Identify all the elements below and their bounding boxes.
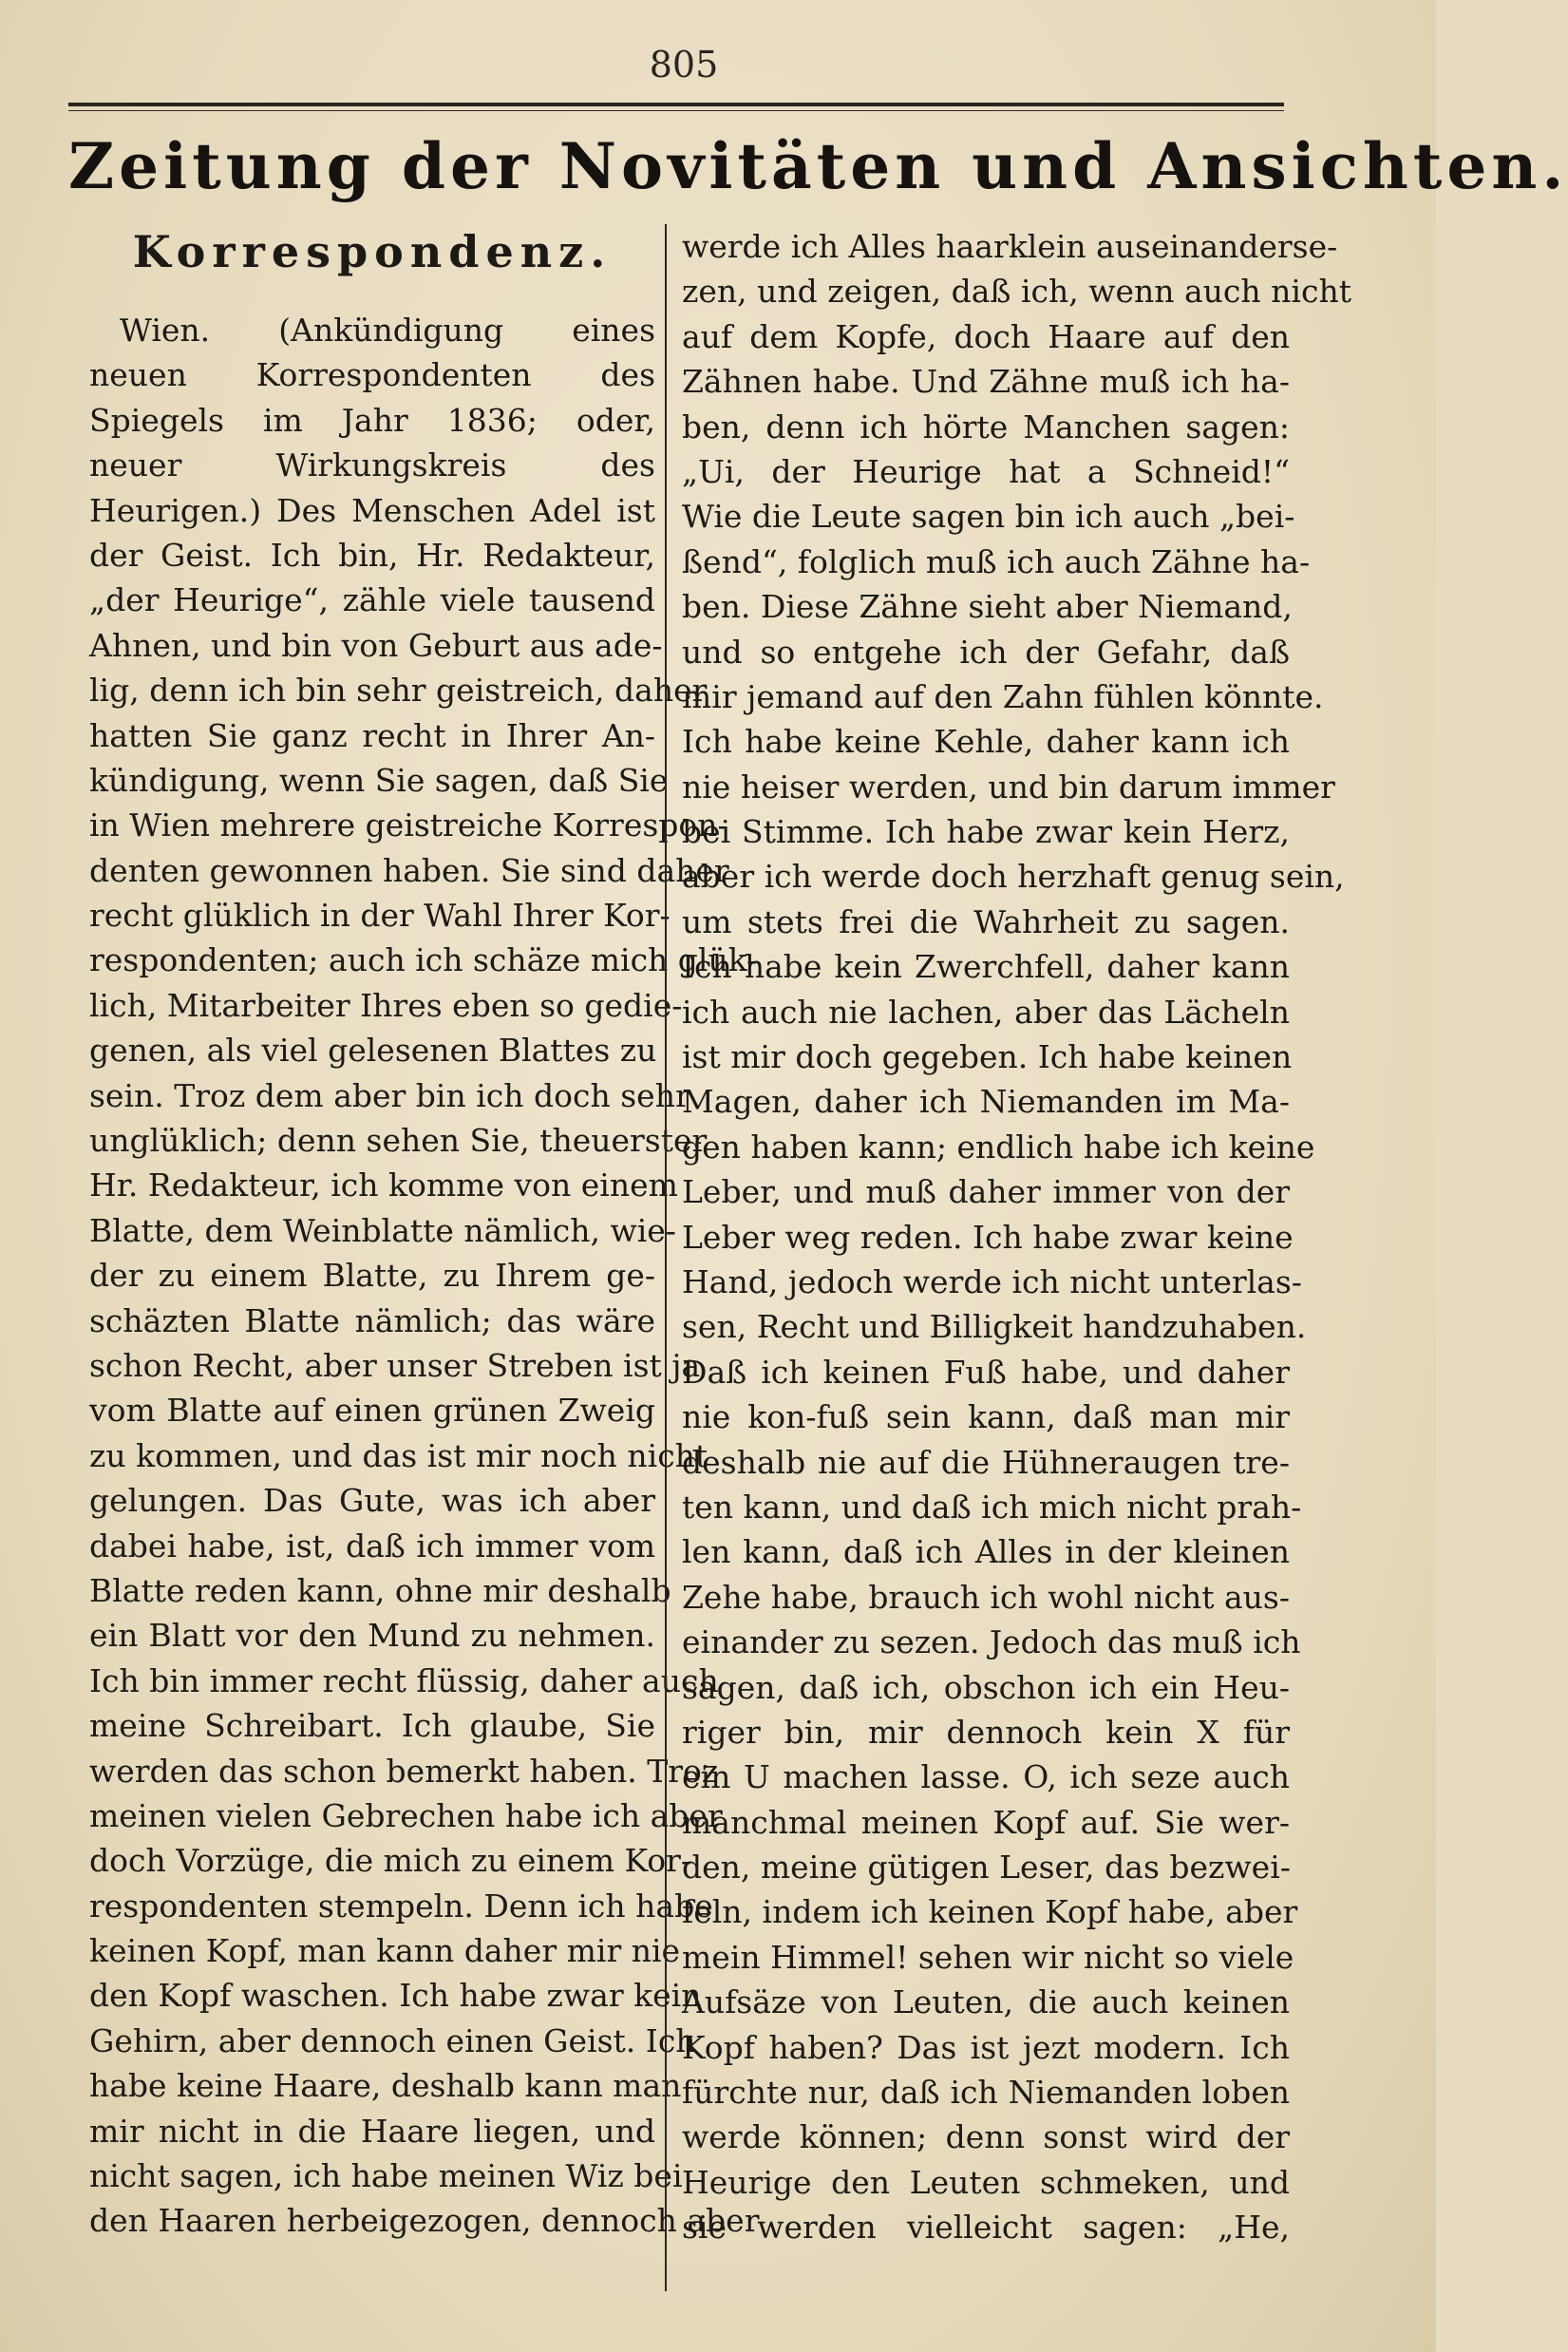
text-line: den Kopf waschen. Ich habe zwar kein	[89, 1977, 702, 2015]
text-line: Heurigen.) Des Menschen Adel ist	[89, 491, 655, 529]
text-line: ten kann, und daß ich mich nicht prah-	[682, 1488, 1302, 1526]
text-line: lig, denn ich bin sehr geistreich, daher	[89, 672, 708, 710]
text-line: meinen vielen Gebrechen habe ich aber	[89, 1796, 723, 1834]
text-line: werde ich Alles haarklein auseinanderse-	[682, 228, 1338, 265]
text-line: Ich habe keine Kehle, daher kann ich	[682, 723, 1290, 761]
right-column-text	[682, 224, 1351, 2250]
masthead-title: Zeitung der Novitäten und Ansichten.	[68, 129, 1568, 203]
text-line: Leber, und muß daher immer von der	[682, 1173, 1290, 1211]
text-line: genen, als viel gelesenen Blattes zu	[89, 1032, 657, 1070]
text-line: kündigung, wenn Sie sagen, daß Sie	[89, 761, 669, 799]
text-line: doch Vorzüge, die mich zu einem Kor-	[89, 1842, 692, 1880]
text-line: sagen, daß ich, obschon ich ein Heu-	[682, 1668, 1290, 1706]
text-line: denten gewonnen haben. Sie sind daher	[89, 851, 729, 889]
text-line: Aufsäze von Leuten, die auch keinen	[682, 1983, 1290, 2021]
text-line: len kann, daß ich Alles in der kleinen	[682, 1533, 1290, 1571]
text-line: Magen, daher ich Niemanden im Ma-	[682, 1083, 1290, 1121]
column-divider	[665, 224, 667, 2291]
text-line: riger bin, mir dennoch kein X für	[682, 1713, 1290, 1751]
text-line: mir nicht in die Haare liegen, und	[89, 2112, 655, 2150]
text-line: gen haben kann; endlich habe ich keine	[682, 1128, 1315, 1166]
text-line: fürchte nur, daß ich Niemanden loben	[682, 2074, 1290, 2112]
text-line: um stets frei die Wahrheit zu sagen.	[682, 902, 1290, 940]
text-line: der zu einem Blatte, zu Ihrem ge-	[89, 1257, 655, 1295]
text-line: ben, denn ich hörte Manchen sagen:	[682, 408, 1290, 446]
text-line: habe keine Haare, deshalb kann man	[89, 2067, 682, 2105]
text-line: auf dem Kopfe, doch Haare auf den	[682, 317, 1290, 355]
text-line: respondenten stempeln. Denn ich habe	[89, 1887, 713, 1925]
text-line: Spiegels im Jahr 1836; oder,	[89, 401, 655, 439]
text-line: einander zu sezen. Jedoch das muß ich	[682, 1623, 1301, 1661]
header-rule-thin	[68, 110, 1284, 111]
text-line: ein U machen lasse. O, ich seze auch	[682, 1758, 1290, 1796]
text-line: Wie die Leute sagen bin ich auch „bei-	[682, 498, 1295, 536]
text-line: nie heiser werden, und bin darum immer	[682, 768, 1335, 806]
text-line: Kopf haben? Das ist jezt modern. Ich	[682, 2028, 1290, 2066]
text-line: ßend“, folglich muß ich auch Zähne ha-	[682, 542, 1311, 580]
text-line: zu kommen, und das ist mir noch nicht	[89, 1436, 708, 1474]
text-line: werden das schon bemerkt haben. Troz	[89, 1752, 719, 1790]
text-line: deshalb nie auf die Hühneraugen tre-	[682, 1443, 1290, 1481]
text-line: Leber weg reden. Ich habe zwar keine	[682, 1218, 1294, 1256]
text-line: ich auch nie lachen, aber das Lächeln	[682, 993, 1290, 1031]
section-heading: Korrespondenz.	[132, 226, 613, 277]
text-line: Zehe habe, brauch ich wohl nicht aus-	[682, 1578, 1290, 1616]
text-line: mein Himmel! sehen wir nicht so viele	[682, 1938, 1294, 1976]
text-line: Wien. (Ankündigung eines	[120, 312, 655, 349]
text-line: sein. Troz dem aber bin ich doch sehr	[89, 1076, 690, 1114]
text-line: Ich habe kein Zwerchfell, daher kann	[682, 948, 1290, 986]
text-line: der Geist. Ich bin, Hr. Redakteur,	[89, 536, 655, 574]
text-line: nicht sagen, ich habe meinen Wiz bei	[89, 2157, 683, 2195]
text-line: nie kon-fuß sein kann, daß man mir	[682, 1398, 1290, 1436]
text-line: manchmal meinen Kopf auf. Sie wer-	[682, 1803, 1290, 1841]
text-line: Gehirn, aber dennoch einen Geist. Ich	[89, 2021, 696, 2059]
text-line: neuen Korrespondenten des	[89, 356, 655, 394]
text-line: hatten Sie ganz recht in Ihrer An-	[89, 716, 655, 754]
text-line: dabei habe, ist, daß ich immer vom	[89, 1527, 655, 1565]
text-line: und so entgehe ich der Gefahr, daß	[682, 633, 1290, 671]
text-line: Zähnen habe. Und Zähne muß ich ha-	[682, 363, 1290, 401]
text-line: Hr. Redakteur, ich komme von einem	[89, 1167, 678, 1204]
text-line: Blatte reden kann, ohne mir deshalb	[89, 1571, 671, 1609]
text-line: den Haaren herbeigezogen, dennoch aber	[89, 2202, 760, 2240]
text-line: schäzten Blatte nämlich; das wäre	[89, 1301, 655, 1339]
text-line: Daß ich keinen Fuß habe, und daher	[682, 1353, 1290, 1391]
header-rule	[68, 103, 1284, 106]
text-line: meine Schreibart. Ich glaube, Sie	[89, 1707, 655, 1745]
text-line: den, meine gütigen Leser, das bezwei-	[682, 1849, 1291, 1887]
text-line: Ich bin immer recht flüssig, daher auch	[89, 1661, 719, 1699]
text-line: Heurige den Leuten schmeken, und	[682, 2163, 1290, 2201]
text-line: gelungen. Das Gute, was ich aber	[89, 1482, 655, 1520]
text-line: vom Blatte auf einen grünen Zweig	[89, 1392, 655, 1430]
text-line: feln, indem ich keinen Kopf habe, aber	[682, 1893, 1298, 1931]
text-line: recht glüklich in der Wahl Ihrer Kor-	[89, 897, 671, 935]
text-line: Ahnen, und bin von Geburt aus ade-	[89, 626, 663, 664]
text-line: keinen Kopf, man kann daher mir nie	[89, 1932, 681, 1970]
text-line: „Ui, der Heurige hat a Schneid!“	[682, 452, 1290, 490]
text-line: ist mir doch gegeben. Ich habe keinen	[682, 1038, 1293, 1076]
text-line: mir jemand auf den Zahn fühlen könnte.	[682, 677, 1324, 715]
text-line: neuer Wirkungskreis des	[89, 446, 655, 484]
text-line: werde können; denn sonst wird der	[682, 2118, 1290, 2156]
text-line: „der Heurige“, zähle viele tausend	[89, 581, 655, 619]
text-line: in Wien mehrere geistreiche Korrespon-	[89, 806, 728, 844]
right-column	[682, 224, 1351, 2295]
page-number: 805	[649, 44, 719, 85]
text-line: aber ich werde doch herzhaft genug sein,	[682, 858, 1345, 896]
text-line: sie werden vielleicht sagen: „He,	[682, 2209, 1290, 2247]
text-line: sen, Recht und Billigkeit handzuhaben.	[682, 1308, 1307, 1346]
text-line: unglüklich; denn sehen Sie, theuerster	[89, 1122, 708, 1160]
text-line: Blatte, dem Weinblatte nämlich, wie-	[89, 1211, 676, 1249]
text-line: Hand, jedoch werde ich nicht unterlas-	[682, 1262, 1302, 1300]
left-column-text	[89, 308, 760, 2244]
text-line: bei Stimme. Ich habe zwar kein Herz,	[682, 813, 1290, 851]
text-line: ben. Diese Zähne sieht aber Niemand,	[682, 588, 1293, 626]
text-line: respondenten; auch ich schäze mich glük-	[89, 941, 758, 979]
text-line: zen, und zeigen, daß ich, wenn auch nicht	[682, 273, 1351, 311]
text-line: schon Recht, aber unser Streben ist ja	[89, 1346, 701, 1384]
text-line: lich, Mitarbeiter Ihres eben so gedie-	[89, 986, 683, 1024]
left-column	[89, 224, 760, 2295]
text-line: ein Blatt vor den Mund zu nehmen.	[89, 1617, 655, 1655]
